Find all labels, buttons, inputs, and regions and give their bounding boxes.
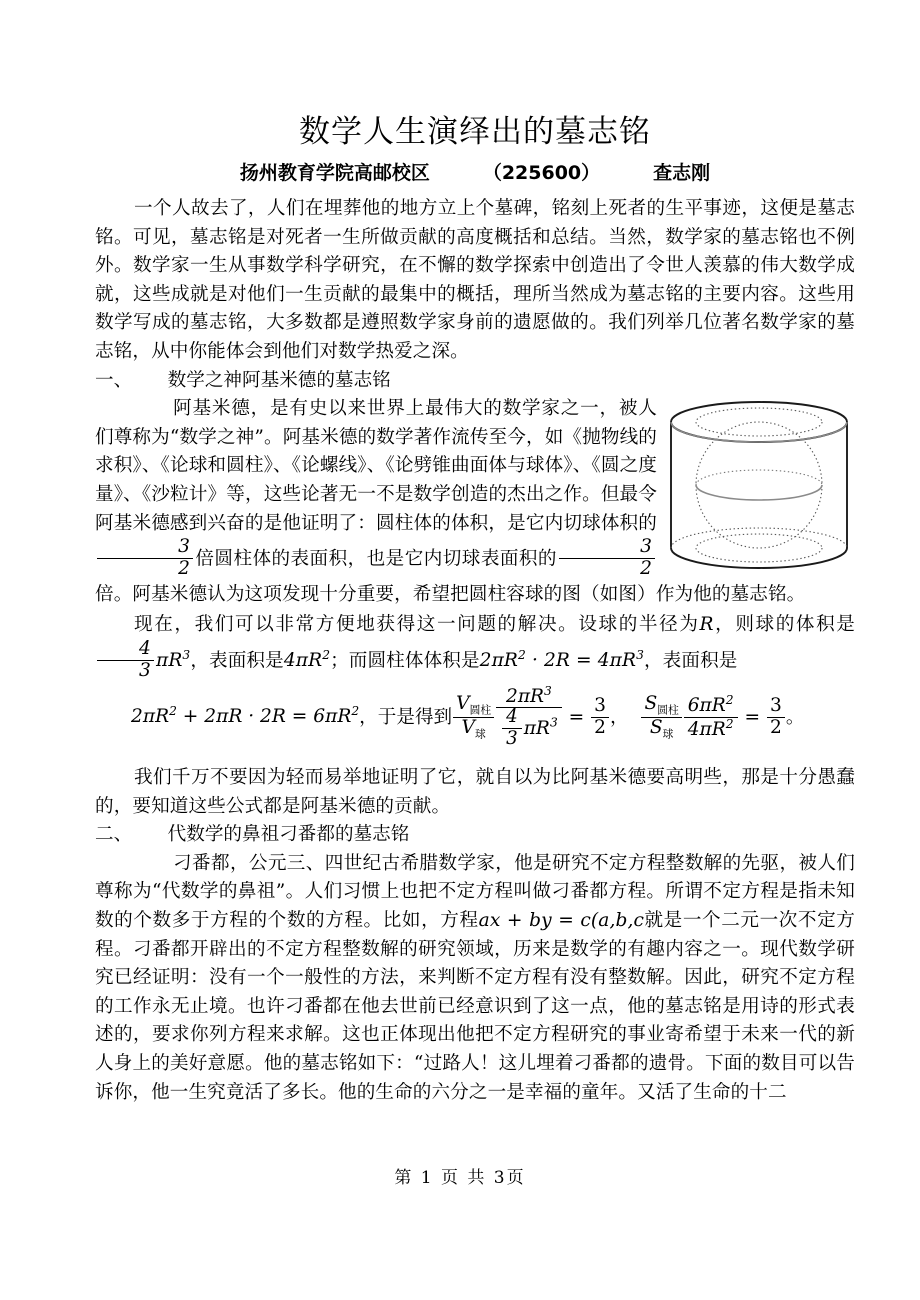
fraction-denominator: 2 bbox=[559, 558, 655, 580]
ratio-label-denominator: $S_球$ bbox=[641, 717, 681, 741]
result-numerator: 3 bbox=[594, 695, 606, 717]
page-content bbox=[95, 112, 855, 1107]
radius-symbol: R bbox=[699, 614, 714, 636]
section-heading-2: 二、 代数学的鼻祖刁番都的墓志铭 bbox=[95, 824, 410, 846]
figure-cylinder-with-inscribed-sphere bbox=[663, 396, 855, 574]
ratio-expr-numerator: $2\pi R^3$ bbox=[505, 683, 552, 707]
then-text: ，于是得到 bbox=[359, 706, 453, 728]
section-heading-1: 一、 数学之神阿基米德的墓志铭 bbox=[95, 369, 391, 391]
intro-paragraph: 一个人故去了，人们在埋葬他的地方立上个墓碑，铭刻上死者的生平事迹，这便是墓志铭。可见，墓志铭是对死者一生所做贡献的高度概括和总结。当然，数学家的墓志铭也不例外。数学家一生从事数学科学研究，在不懈的数学探索中创造出了令世人羡慕的伟大数学成就，这些成就是对他们一生贡献的最集中的概括，理所当然成为墓志铭的主要内容。这些用数学写成的墓志铭，大多数都是遵照数学家身前的遗愿做的。我们列举几位著名数学家的墓志铭，从中你能体会到他们对数学热爱之深。 bbox=[95, 198, 855, 362]
fraction-denominator: 3 bbox=[97, 660, 154, 682]
page-title: 数学人生演绎出的墓志铭 bbox=[299, 114, 651, 150]
fraction-numerator: 4 bbox=[506, 706, 518, 728]
fraction-denominator: 2 bbox=[97, 558, 193, 580]
ratio-label-numerator: $V_{圆柱}$ bbox=[456, 693, 492, 717]
gap-spacer bbox=[629, 706, 641, 727]
sphere-volume-tail: $\pi R^3$ bbox=[155, 648, 191, 672]
result-denominator: 2 bbox=[767, 717, 785, 738]
diophantus-text-a: 刁番都，公元三、四世纪古希腊数学家，他是研究不定方程整数解的先驱，被人们尊称为“代数学的鼻祖”。人们习惯上也把不定方程叫做刁番都方程。所谓不定方程是指未知数的个数多于方程的个数的方程。比如，方程 bbox=[95, 852, 855, 932]
period-mark: 。 bbox=[785, 706, 805, 728]
formula-paragraph bbox=[95, 611, 855, 682]
ratio-surface-expression bbox=[684, 694, 738, 740]
result-numerator: 3 bbox=[770, 695, 782, 717]
ratio-expr-denominator: $4\pi R^2$ bbox=[684, 717, 738, 741]
ratio-volume-labels bbox=[453, 694, 494, 740]
archimedes-text-a: 阿基米德，是有史以来世界上最伟大的数学家之一，被人们尊称为“数学之神”。阿基米德的数学著作流传至今，如《抛物线的求积》、《论球和圆柱》、《论螺线》、《论劈锥曲面体与球体》、《圆之度量》、《沙粒计》等，这些论著无一不是数学创造的杰出之作。但最令阿基米德感到兴奋的是他证明了：圆柱体的体积，是它内切球体积的 bbox=[95, 398, 657, 534]
ratio-expr-numerator: $6\pi R^2$ bbox=[687, 693, 734, 717]
page-footer bbox=[0, 1163, 920, 1188]
fraction-three-halves-1 bbox=[97, 537, 193, 580]
fraction-three-halves-2 bbox=[559, 537, 655, 580]
equals-sign-2: = bbox=[738, 706, 766, 728]
diophantus-paragraph bbox=[95, 850, 855, 1107]
ratio-volume-result bbox=[591, 696, 609, 738]
fraction-numerator: 3 bbox=[640, 536, 652, 558]
ratio-expr-denominator: $\frac{4}{3}$ $\pi R^3$ bbox=[496, 707, 562, 750]
fraction-four-thirds bbox=[97, 639, 154, 682]
archimedes-text-c: 倍。阿基米德认为这项发现十分重要，希望把圆柱容球的图（如图）作为他的墓志铭。 bbox=[95, 583, 806, 605]
cylinder-surface-expr: $2\pi R^2 + 2\pi R \cdot 2R = 6\pi R^2$ bbox=[131, 704, 360, 728]
ratio-volume-expression bbox=[496, 685, 562, 750]
formula-text-e: ，表面积是 bbox=[643, 650, 738, 672]
formula-text-c: ，表面积是 bbox=[190, 650, 284, 672]
cylinder-volume-expr: $2\pi R^2 \cdot 2R = 4\pi R^3$ bbox=[479, 648, 644, 672]
diophantine-equation: ax + by = c(a,b,c bbox=[478, 910, 644, 932]
archimedes-text-b: 倍圆柱体的表面积，也是它内切球表面积的 bbox=[195, 548, 557, 570]
formula-text-d: ；而圆柱体体积是 bbox=[330, 650, 480, 672]
formula-text-b: ，则球的体积是 bbox=[713, 614, 855, 636]
cylinder-sphere-icon bbox=[663, 396, 855, 574]
archimedes-closing-paragraph: 我们千万不要因为轻而易举地证明了它，就自以为比阿基米德要高明些，那是十分愚蠢的，要知道这些公式都是阿基米德的贡献。 bbox=[95, 767, 855, 817]
page-number-text: 第 1 页 共 3页 bbox=[394, 1168, 526, 1188]
nested-fraction-four-thirds bbox=[502, 707, 522, 749]
sphere-surface-expr: $4\pi R^2$ bbox=[283, 648, 331, 672]
ratio-surface-labels bbox=[641, 694, 681, 740]
ratio-surface-result bbox=[767, 696, 785, 738]
diophantus-text-b: 就是一个二元一次不定方程。刁番都开辟出的不定方程整数解的研究领域，历来是数学的有趣内容之一。现代数学研究已经证明：没有一个一般性的方法，来判断不定方程有没有整数解。因此，研究不定方程的工作永无止境。也许刁番都在他去世前已经意识到了这一点，他的墓志铭是用诗的形式表述的，要求你列方程来求解。这也正体现出他把不定方程研究的事业寄希望于未来一代的新人身上的美好意愿。他的墓志铭如下：“过路人！这儿埋着刁番都的遗骨。下面的数目可以告诉你，他一生究竟活了多长。他的生命的六分之一是幸福的童年。又活了生命的十二 bbox=[95, 910, 855, 1103]
fraction-numerator: 4 bbox=[139, 637, 151, 659]
separator-comma: ， bbox=[610, 706, 629, 728]
fraction-denominator: 3 bbox=[502, 728, 522, 749]
ratio-equation-line bbox=[95, 685, 855, 750]
fraction-numerator: 3 bbox=[178, 536, 191, 558]
result-denominator: 2 bbox=[591, 717, 609, 738]
ratio-label-numerator: $S_{圆柱}$ bbox=[644, 693, 679, 717]
byline: 扬州教育学院高邮校区 （225600） 查志刚 bbox=[239, 162, 711, 184]
ratio-label-denominator: $V_球$ bbox=[453, 717, 494, 741]
formula-text-a: 现在，我们可以非常方便地获得这一问题的解决。设球的半径为 bbox=[134, 614, 700, 636]
equals-sign-1: = bbox=[562, 706, 591, 728]
